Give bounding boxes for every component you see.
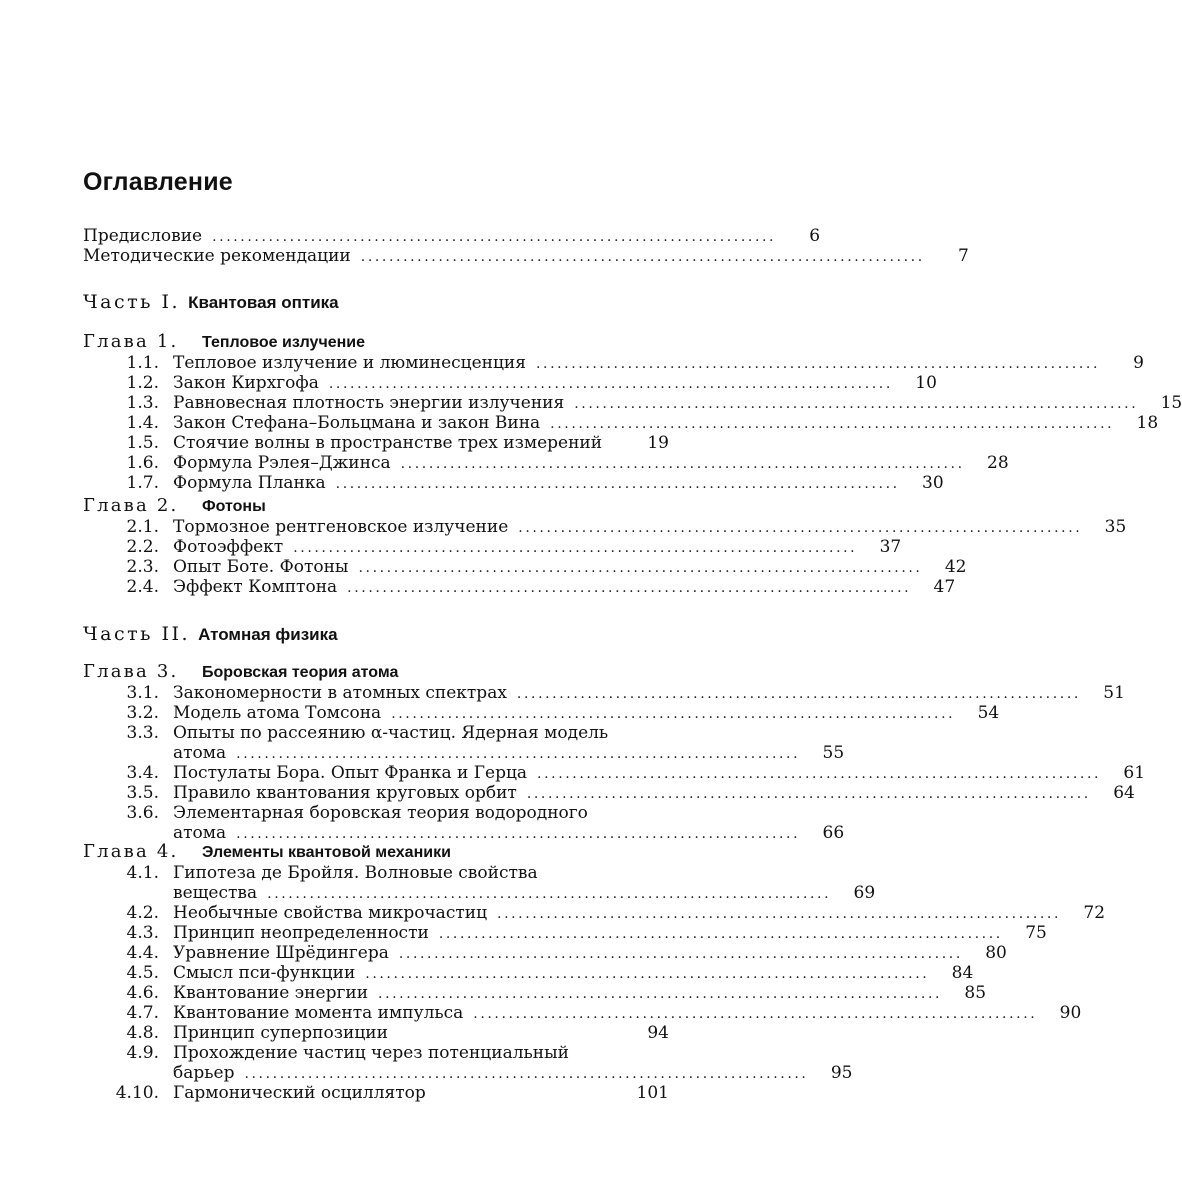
entry-text: Закон Стефана–Больцмана и закон Вина [173,413,541,433]
entry-page: 51 [1103,683,1125,703]
entry-text: Необычные свойства микрочастиц [173,903,488,923]
entry-page: 30 [922,473,944,493]
toc-entry[interactable] [83,683,1125,703]
dot-leader: ................................................................................ [400,456,965,472]
part-label: Часть I. [83,291,181,313]
chapter-heading[interactable] [83,331,669,353]
entry-page: 95 [830,1063,853,1083]
toc-entry[interactable] [83,537,902,557]
entry-page: 6 [809,226,821,246]
section-number: 1.7. [126,473,159,493]
dot-leader: ................................................................................ [516,686,1081,702]
toc-entry[interactable] [83,373,937,393]
entry-text-line1: Опыты по рассеянию α-частиц. Ядерная модель [173,723,609,743]
dot-leader: ................................................................................ [518,520,1083,536]
chapter-block [83,495,1127,597]
entry-page: 69 [853,883,876,903]
entry-text: Правило квантования круговых орбит [173,783,517,803]
dot-leader: ................................................................................ [473,1006,1038,1022]
entry-page: 75 [1025,923,1047,943]
section-number: 3.6. [126,803,159,823]
section-number: 2.1. [126,517,159,537]
toc-entry[interactable] [83,517,1127,537]
entry-text: Тепловое излучение и люминесценция [173,353,526,373]
chapter-title: Тепловое излучение [202,334,366,351]
section-number: 3.5. [126,783,159,803]
toc-entry[interactable] [83,923,1047,943]
toc-entry[interactable] [83,453,1009,473]
entry-page: 72 [1083,903,1106,923]
entry-text: Уравнение Шрёдингера [173,943,389,963]
section-number: 2.3. [126,557,159,577]
entry-page: 18 [1136,413,1159,433]
entry-text-line1: Элементарная боровская теория водородного [173,803,588,823]
section-number: 2.4. [126,577,159,597]
section-number: 4.3. [126,923,159,943]
toc-entry[interactable] [83,577,956,597]
part-label: Часть II. [83,623,191,645]
dot-leader: ................................................................................ [236,826,801,842]
entry-text: Модель атома Томсона [173,703,382,723]
dot-leader: ................................................................................ [293,540,858,556]
section-number: 4.1. [126,863,159,883]
entry-text: атома [173,743,227,763]
toc-entry[interactable] [83,803,845,843]
entry-text-line1: Гипотеза де Бройля. Волновые свойства [173,863,538,883]
toc-entry[interactable] [83,763,1146,783]
chapter-block [83,331,1182,493]
chapter-block [83,661,1146,843]
entry-text: Закон Кирхгофа [173,373,319,393]
entry-text: Квантование момента импульса [173,1003,464,1023]
entry-page: 28 [987,453,1009,473]
dot-leader: ................................................................................ [537,766,1102,782]
dot-leader: ................................................................................ [328,376,893,392]
entry-page: 64 [1113,783,1135,803]
section-number: 3.4. [126,763,159,783]
section-number: 4.9. [126,1043,159,1063]
entry-page: 101 [636,1083,669,1103]
dot-leader: ................................................................................ [365,966,930,982]
entry-text: Эффект Комптона [173,577,338,597]
entry-page: 54 [977,703,1000,723]
section-number: 4.8. [126,1023,159,1043]
dot-leader: ................................................................................ [358,560,923,576]
entry-page: 80 [985,943,1007,963]
entry-text: Предисловие [83,226,203,246]
entry-text: Формула Планка [173,473,326,493]
toc-entry[interactable] [83,393,1182,413]
toc-entry[interactable] [83,983,987,1003]
dot-leader: ................................................................................ [526,786,1091,802]
part-title: Атомная физика [198,625,338,644]
entry-text: Опыт Боте. Фотоны [173,557,349,577]
section-number: 4.10. [115,1083,159,1103]
dot-leader: ................................................................................ [236,746,801,762]
entry-text: Стоячие волны в пространстве трех измерений [173,433,603,453]
entry-page: 84 [951,963,974,983]
toc-entry[interactable] [83,226,821,246]
chapter-title: Фотоны [202,498,266,515]
page-title: Оглавление [83,168,233,196]
entry-page: 37 [879,537,902,557]
section-number: 4.5. [126,963,159,983]
entry-page: 7 [957,246,969,266]
section-number: 1.6. [126,453,159,473]
toc-entry[interactable] [83,903,1106,923]
dot-leader: ................................................................................ [378,986,943,1002]
toc-entry[interactable] [83,473,944,493]
section-number: 1.3. [126,393,159,413]
entry-page: 9 [1133,353,1144,373]
entry-page: 85 [964,983,987,1003]
entry-text: барьер [173,1063,235,1083]
toc-entry[interactable] [83,353,1144,373]
dot-leader: ................................................................................ [267,886,832,902]
chapter-label: Глава 1. [83,331,179,352]
dot-leader: ................................................................................ [391,706,956,722]
section-number: 4.7. [126,1003,159,1023]
part-heading[interactable] [83,291,339,313]
part-heading[interactable] [83,623,338,645]
entry-text-line1: Прохождение частиц через потенциальный [173,1043,569,1063]
entry-text: Фотоэффект [173,537,284,557]
chapter-label: Глава 4. [83,841,179,862]
chapter-block [83,841,1106,1103]
entry-page: 15 [1160,393,1182,413]
dot-leader: ................................................................................ [574,396,1139,412]
dot-leader: ................................................................................ [347,580,912,596]
entry-text: Принцип неопределенности [173,923,429,943]
chapter-heading[interactable] [83,495,669,517]
section-number: 4.2. [126,903,159,923]
entry-text: Постулаты Бора. Опыт Франка и Герца [173,763,528,783]
section-number: 1.1. [126,353,159,373]
entry-text: атома [173,823,227,843]
entry-text: Равновесная плотность энергии излучения [173,393,565,413]
toc-entry[interactable] [83,433,669,453]
chapter-heading[interactable] [83,661,669,683]
entry-page: 42 [944,557,967,577]
chapter-title: Боровская теория атома [202,664,399,681]
toc-entry[interactable] [83,1003,1082,1023]
entry-page: 61 [1123,763,1146,783]
chapter-label: Глава 3. [83,661,179,682]
toc-entry[interactable] [83,557,967,577]
entry-text: Формула Рэлея–Джинса [173,453,391,473]
dot-leader: ................................................................................ [398,946,963,962]
entry-page: 90 [1059,1003,1082,1023]
section-number: 1.2. [126,373,159,393]
entry-text: Принцип суперпозиции [173,1023,388,1043]
section-number: 3.2. [126,703,159,723]
entry-text: Закономерности в атомных спектрах [173,683,507,703]
part-title: Квантовая оптика [188,293,339,312]
dot-leader: ................................................................................ [438,926,1003,942]
entry-page: 94 [647,1023,669,1043]
entry-text: Гармонический осциллятор [173,1083,426,1103]
toc-entry[interactable] [83,1043,853,1083]
toc-entry[interactable] [83,963,974,983]
toc-entry[interactable] [83,863,876,903]
front-matter [83,226,969,266]
toc-entry[interactable] [83,943,1007,963]
dot-leader: ................................................................................ [497,906,1062,922]
toc-entry[interactable] [83,1023,669,1043]
entry-text: Квантование энергии [173,983,369,1003]
toc-entry[interactable] [83,246,969,266]
entry-page: 66 [822,823,845,843]
toc-entry[interactable] [83,413,1159,433]
entry-text: Смысл пси-функции [173,963,356,983]
entry-text: вещества [173,883,258,903]
chapter-heading[interactable] [83,841,669,863]
dot-leader: ................................................................................ [360,249,925,265]
section-number: 4.4. [126,943,159,963]
entry-text: Тормозное рентгеновское излучение [173,517,509,537]
section-number: 4.6. [126,983,159,1003]
section-number: 3.3. [126,723,159,743]
chapter-title: Элементы квантовой механики [202,844,451,861]
toc-entry[interactable] [83,1083,669,1103]
toc-entry[interactable] [83,723,845,763]
section-number: 2.2. [126,537,159,557]
dot-leader: ................................................................................ [535,356,1100,372]
entry-page: 47 [933,577,956,597]
section-number: 1.4. [126,413,159,433]
section-number: 1.5. [126,433,159,453]
chapter-label: Глава 2. [83,495,179,516]
entry-text: Методические рекомендации [83,246,351,266]
toc-entry[interactable] [83,783,1135,803]
entry-page: 19 [647,433,669,453]
dot-leader: ................................................................................ [550,416,1115,432]
dot-leader: ................................................................................ [335,476,900,492]
entry-page: 10 [915,373,937,393]
entry-page: 35 [1104,517,1127,537]
entry-page: 55 [822,743,845,763]
dot-leader: ................................................................................ [212,229,777,245]
section-number: 3.1. [126,683,159,703]
dot-leader: ................................................................................ [244,1066,809,1082]
toc-entry[interactable] [83,703,1000,723]
